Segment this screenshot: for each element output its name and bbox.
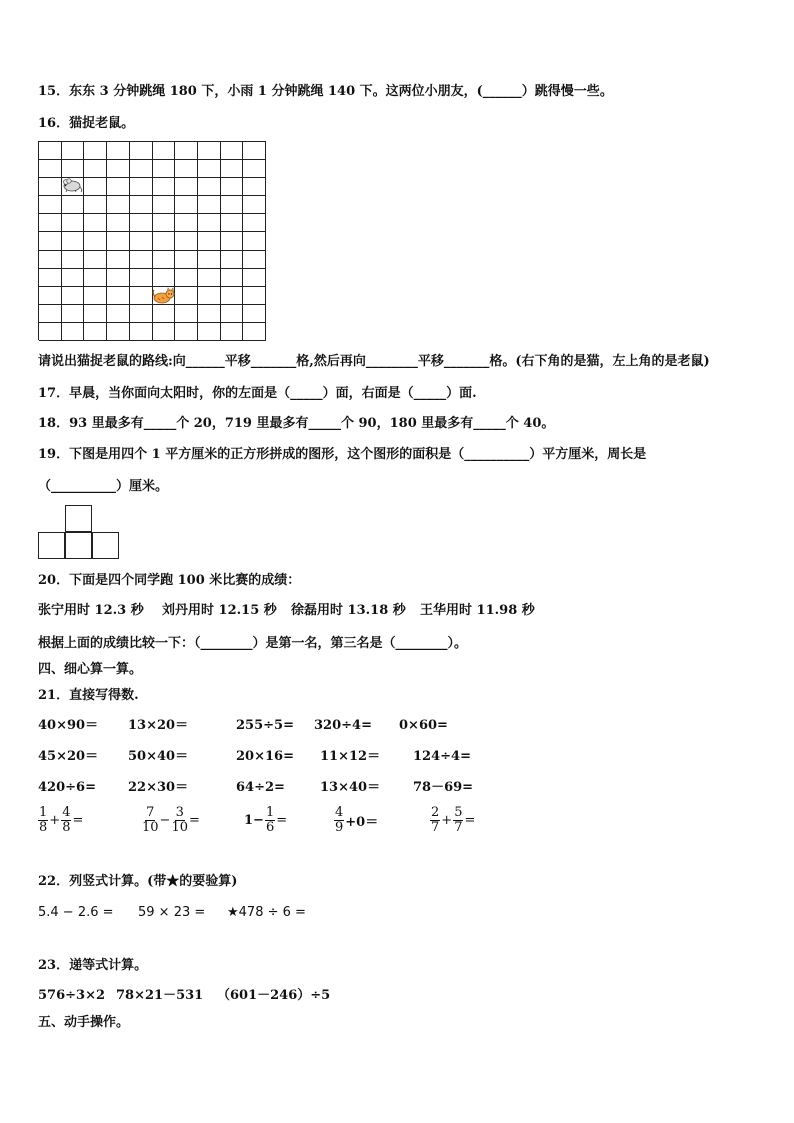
- grid-cell: [107, 269, 130, 287]
- grid-cell: [39, 142, 62, 160]
- denominator: 10: [171, 820, 188, 835]
- grid-cell: [130, 305, 153, 323]
- grid-cell: [62, 214, 85, 232]
- grid-cell: [62, 142, 85, 160]
- denominator: 7: [431, 820, 440, 835]
- grid-cell: [153, 232, 176, 250]
- grid-cell: [107, 232, 130, 250]
- grid-cell: [221, 214, 244, 232]
- grid-cell: [62, 323, 85, 341]
- grid-cell: [153, 251, 176, 269]
- grid-cell: [130, 196, 153, 214]
- calc-item: 11×12＝: [320, 749, 381, 764]
- grid-cell: [198, 214, 221, 232]
- grid-cell: [221, 305, 244, 323]
- grid-cell: [153, 214, 176, 232]
- calc-item: 13×20＝: [128, 718, 189, 733]
- question-20-title: 20．下面是四个同学跑 100 米比赛的成绩：: [38, 573, 301, 588]
- denominator: 7: [454, 820, 463, 835]
- grid-cell: [39, 269, 62, 287]
- calc-item: 124÷4=: [413, 749, 471, 764]
- grid-cell: [198, 160, 221, 178]
- calc-item: 22×30＝: [128, 780, 189, 795]
- grid-cell: [175, 232, 198, 250]
- grid-cell: [62, 269, 85, 287]
- numerator: 4: [62, 805, 71, 820]
- grid-cell: [221, 287, 244, 305]
- grid-cell: [62, 160, 85, 178]
- grid-cell: [243, 251, 266, 269]
- question-20-text: 根据上面的成绩比较一下：（________）是第一名，第三名是（________）。: [38, 636, 468, 651]
- question-15: 15．东东 3 分钟跳绳 180 下，小雨 1 分钟跳绳 140 下。这两位小朋友，(______）跳得慢一些。: [38, 84, 613, 99]
- grid-cell: [107, 323, 130, 341]
- grid-cell: [39, 305, 62, 323]
- grid-cell: [175, 287, 198, 305]
- grid-cell: [39, 287, 62, 305]
- grid-cell: [175, 251, 198, 269]
- grid-cell: [221, 323, 244, 341]
- grid-row: [39, 214, 266, 232]
- grid-cell: [84, 214, 107, 232]
- grid-cell: [198, 269, 221, 287]
- grid-cell: [130, 287, 153, 305]
- fraction-expression-1: [38, 806, 84, 835]
- grid-cell: [221, 269, 244, 287]
- stepwise-calc-item: 78×21－531: [116, 988, 204, 1003]
- calc-item: 50×40＝: [128, 749, 189, 764]
- mouse-icon: [61, 177, 83, 193]
- grid-cell: [130, 251, 153, 269]
- grid-cell: [175, 160, 198, 178]
- numerator: 5: [454, 805, 463, 820]
- stepwise-calc-item: （601－246）÷5: [217, 988, 331, 1003]
- grid-cell: [198, 196, 221, 214]
- fraction-expression-5: [430, 806, 476, 835]
- calc-item: 420÷6=: [38, 780, 96, 795]
- grid-row: [39, 323, 266, 341]
- grid-cell: [243, 287, 266, 305]
- operator: +: [441, 813, 453, 828]
- stepwise-calc-item: 576÷3×2: [38, 988, 106, 1003]
- grid-cell: [107, 287, 130, 305]
- grid-row: [39, 142, 266, 160]
- grid-cell: [39, 232, 62, 250]
- grid-cell: [107, 142, 130, 160]
- calc-item: 40×90＝: [38, 718, 99, 733]
- grid-cell: [39, 214, 62, 232]
- denominator: 9: [335, 820, 344, 835]
- grid-row: [39, 251, 266, 269]
- denominator: 8: [39, 820, 48, 835]
- grid-row: [39, 269, 266, 287]
- grid-cell: [107, 305, 130, 323]
- denominator: 8: [62, 820, 71, 835]
- calc-item: 20×16=: [236, 749, 294, 764]
- grid-row: [39, 232, 266, 250]
- grid-cell: [39, 178, 62, 196]
- grid-cell: [175, 214, 198, 232]
- grid-cell: [221, 178, 244, 196]
- section-5-heading: 五、动手操作。: [38, 1015, 130, 1030]
- question-17: 17．早晨，当你面向太阳时，你的左面是（_____）面，右面是（_____）面.: [38, 386, 477, 401]
- grid-cell: [130, 160, 153, 178]
- calc-item: 320÷4=: [314, 718, 372, 733]
- grid-cell: [130, 178, 153, 196]
- tail-term: +0＝: [345, 815, 379, 830]
- cat-icon: [152, 287, 176, 305]
- equals: =: [276, 813, 288, 828]
- equals: =: [464, 813, 476, 828]
- grid-row: [39, 196, 266, 214]
- grid-cell: [39, 196, 62, 214]
- grid-cell: [243, 142, 266, 160]
- grid-cell: [198, 251, 221, 269]
- result-zhangning: 张宁用时 12.3 秒: [38, 603, 144, 618]
- grid-cell: [243, 178, 266, 196]
- shape-square-left: [38, 532, 65, 559]
- grid-cell: [221, 142, 244, 160]
- grid-cell: [198, 323, 221, 341]
- result-wanghua: 王华用时 11.98 秒: [420, 603, 535, 618]
- grid-cell: [130, 269, 153, 287]
- square-shape-figure: [38, 505, 120, 561]
- grid-cell: [175, 142, 198, 160]
- section-4-heading: 四、细心算一算。: [38, 662, 143, 677]
- grid-cell: [107, 251, 130, 269]
- grid-cell: [198, 287, 221, 305]
- grid-cell: [221, 160, 244, 178]
- calc-item: 0×60=: [399, 718, 448, 733]
- numerator: 2: [431, 805, 440, 820]
- grid-row: [39, 305, 266, 323]
- grid-cell: [84, 232, 107, 250]
- grid-cell: [243, 323, 266, 341]
- result-liudan: 刘丹用时 12.15 秒: [162, 603, 277, 618]
- grid-cell: [175, 178, 198, 196]
- grid-cell: [84, 196, 107, 214]
- calc-item: 13×40＝: [320, 780, 381, 795]
- numerator: 4: [335, 805, 344, 820]
- grid-cell: [107, 160, 130, 178]
- grid-cell: [62, 287, 85, 305]
- grid-cell: [84, 269, 107, 287]
- question-19-line2: （__________）厘米。: [38, 479, 169, 494]
- grid-cell: [153, 196, 176, 214]
- grid-cell: [107, 214, 130, 232]
- equals: =: [72, 813, 84, 828]
- grid-cell: [39, 160, 62, 178]
- grid-row: [39, 160, 266, 178]
- grid-cell: [153, 305, 176, 323]
- grid-cell: [153, 269, 176, 287]
- grid-cell: [130, 232, 153, 250]
- grid-cell: [243, 196, 266, 214]
- grid-cell: [175, 323, 198, 341]
- fraction-expression-3: [243, 806, 288, 835]
- grid-cell: [175, 305, 198, 323]
- grid-cell: [62, 305, 85, 323]
- grid-cell: [198, 305, 221, 323]
- grid-cell: [198, 232, 221, 250]
- calc-item: 78－69=: [413, 780, 474, 795]
- grid-cell: [243, 232, 266, 250]
- operator: +: [49, 813, 61, 828]
- question-19-line1: 19．下图是用四个 1 平方厘米的正方形拼成的图形，这个图形的面积是（__________）平方厘米，周长是: [38, 447, 647, 462]
- fraction-expression-4: [334, 806, 379, 835]
- grid-cell: [243, 269, 266, 287]
- grid-cell: [107, 196, 130, 214]
- grid-cell: [153, 323, 176, 341]
- grid-cell: [39, 251, 62, 269]
- vertical-calc-item: 59 × 23 =: [138, 905, 206, 920]
- grid-cell: [62, 232, 85, 250]
- cat-mouse-grid: [38, 141, 266, 340]
- grid-cell: [198, 142, 221, 160]
- equals: =: [189, 813, 200, 828]
- question-21-title: 21．直接写得数.: [38, 688, 139, 703]
- question-16-title: 16．猫捉老鼠。: [38, 116, 135, 131]
- question-23-title: 23．递等式计算。: [38, 958, 148, 973]
- numerator: 7: [146, 805, 155, 820]
- numerator: 3: [175, 805, 184, 820]
- grid-cell: [221, 232, 244, 250]
- question-22-title: 22．列竖式计算。(带★的要验算): [38, 874, 238, 889]
- grid-cell: [84, 251, 107, 269]
- grid-cell: [221, 196, 244, 214]
- grid-cell: [175, 269, 198, 287]
- grid-cell: [130, 323, 153, 341]
- calc-item: 45×20＝: [38, 749, 99, 764]
- grid-cell: [130, 142, 153, 160]
- grid-cell: [84, 178, 107, 196]
- grid-cell: [221, 251, 244, 269]
- grid-cell: [175, 196, 198, 214]
- grid-cell: [62, 251, 85, 269]
- grid-cell: [84, 160, 107, 178]
- question-18: 18．93 里最多有_____个 20，719 里最多有_____个 90，180 里最多有_____个 40。: [38, 416, 555, 431]
- numerator: 1: [265, 805, 275, 820]
- numerator: 1: [39, 805, 48, 820]
- grid-cell: [243, 214, 266, 232]
- grid-cell: [153, 160, 176, 178]
- grid-cell: [198, 178, 221, 196]
- fraction-expression-2: [142, 806, 201, 835]
- grid-cell: [84, 287, 107, 305]
- denominator: 10: [142, 820, 159, 835]
- grid-cell: [39, 323, 62, 341]
- grid-cell: [84, 142, 107, 160]
- grid-cell: [130, 214, 153, 232]
- vertical-calc-item: 5.4 − 2.6 =: [38, 905, 114, 920]
- question-16-text: 请说出猫捉老鼠的路线:向______平移_______格,然后再向________平移_______格。(右下角的是猫，左上角的是老鼠): [38, 354, 710, 369]
- grid-cell: [153, 178, 176, 196]
- grid-cell: [62, 196, 85, 214]
- grid-cell: [243, 305, 266, 323]
- result-xulei: 徐磊用时 13.18 秒: [291, 603, 406, 618]
- vertical-calc-item: ★478 ÷ 6 =: [227, 905, 306, 920]
- calc-item: 255÷5=: [236, 718, 294, 733]
- grid-cell: [153, 142, 176, 160]
- shape-square-middle: [65, 532, 92, 559]
- shape-square-top: [65, 505, 92, 532]
- grid-cell: [243, 160, 266, 178]
- grid-cell: [84, 323, 107, 341]
- calc-item: 64÷2=: [236, 780, 285, 795]
- grid-cell: [84, 305, 107, 323]
- shape-square-right: [92, 532, 119, 559]
- denominator: 6: [265, 820, 275, 835]
- grid-cell: [107, 178, 130, 196]
- lead-term: 1−: [244, 813, 264, 828]
- operator: −: [159, 813, 171, 828]
